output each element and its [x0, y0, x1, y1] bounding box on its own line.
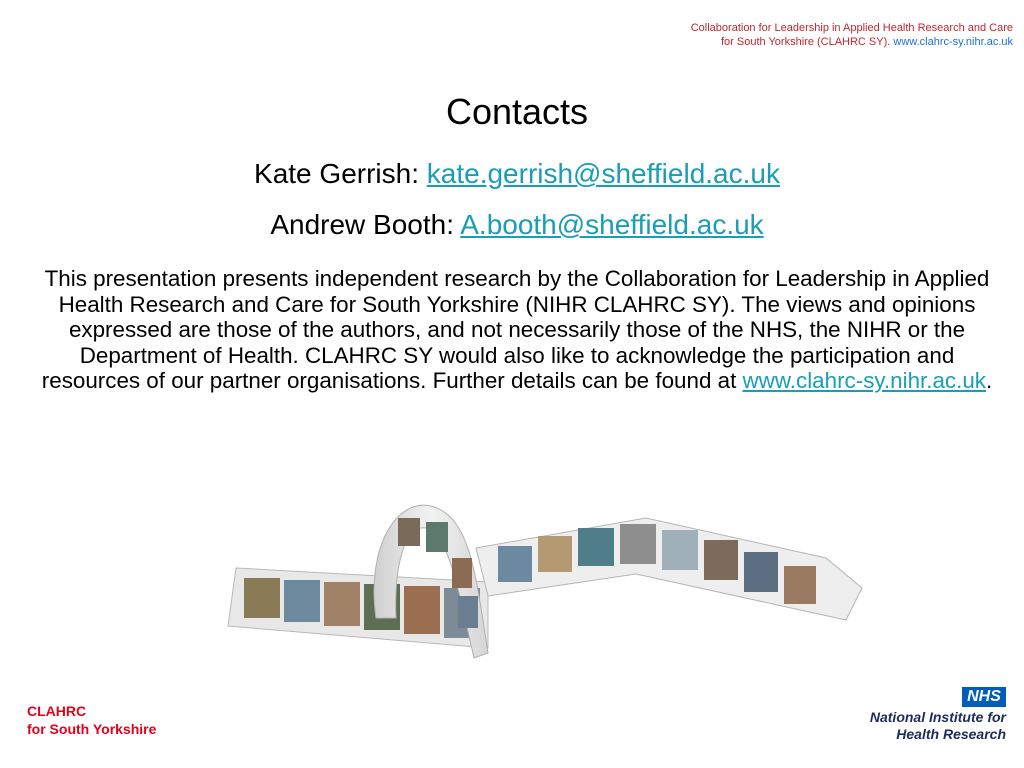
nihr-logo [856, 687, 1006, 743]
nihr-line-2: Health Research [896, 726, 1006, 742]
page-title: Contacts [445, 91, 589, 132]
clahrc-logo-line-1: CLAHRC [27, 703, 87, 719]
disclaimer-text: This presentation presents independent research by the Collaboration for Leadership in Applied Health Research and Care for South Yorkshire (NIHR CLAHRC SY). The views and opinions expressed are those of the authors, and not necessarily those of the NHS, the NIHR or the Department of Health. CLAHRC SY would also like to acknowledge the participation and resources of our partner organisations. Further details can be found at [41, 266, 990, 393]
clahrc-logo-line-2: for South Yorkshire [27, 721, 157, 737]
photo-ribbon-image [226, 488, 866, 668]
email-link-andrew-booth[interactable]: A.booth@sheffield.ac.uk [460, 209, 764, 240]
disclaimer-website-link[interactable]: www.clahrc-sy.nihr.ac.uk [742, 368, 986, 393]
clahrc-logo [27, 702, 156, 738]
nhs-badge: NHS [962, 687, 1006, 707]
contact-name: Kate Gerrish: [254, 158, 427, 189]
header-note [493, 21, 1013, 49]
header-line-2-text: for South Yorkshire (CLAHRC SY). [720, 36, 894, 48]
header-line-1: Collaboration for Leadership in Applied Health Research and Care [690, 22, 1013, 34]
nihr-name [870, 709, 1006, 743]
contact-name: Andrew Booth: [270, 209, 461, 240]
nihr-line-1: National Institute for [869, 709, 1006, 725]
contact-andrew-booth [0, 208, 1024, 242]
email-link-kate-gerrish[interactable]: kate.gerrish@sheffield.ac.uk [426, 158, 780, 189]
contact-kate-gerrish [0, 157, 1024, 191]
disclaimer-paragraph [36, 266, 998, 394]
header-line-2 [493, 35, 1013, 49]
disclaimer-end: . [985, 368, 993, 393]
header-website-link[interactable]: www.clahrc-sy.nihr.ac.uk [893, 36, 1013, 48]
